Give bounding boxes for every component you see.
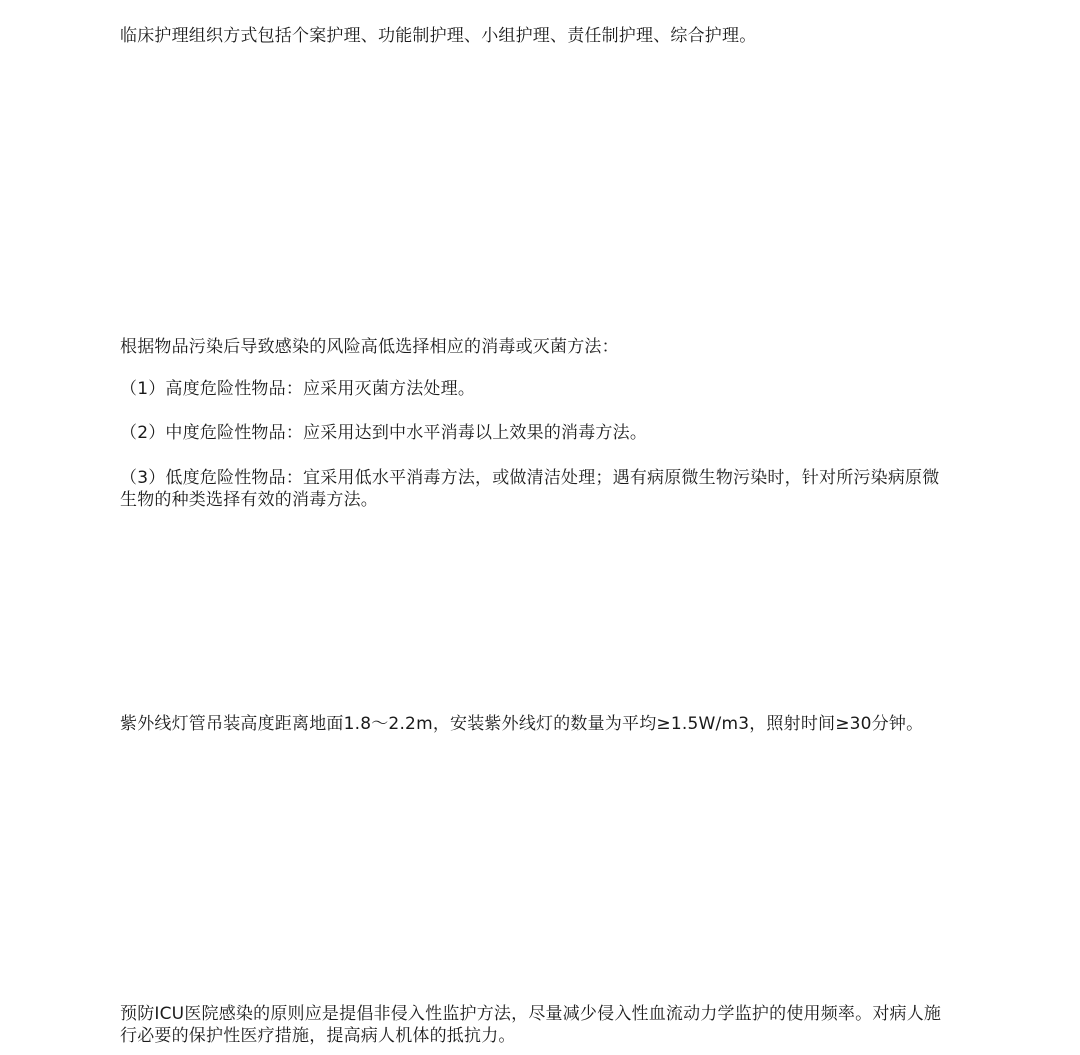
paragraph-high-risk-items: （1）高度危险性物品：应采用灭菌方法处理。 xyxy=(120,379,476,399)
paragraph-disinfection-intro: 根据物品污染后导致感染的风险高低选择相应的消毒或灭菌方法： xyxy=(120,337,619,357)
paragraph-nursing-organization: 临床护理组织方式包括个案护理、功能制护理、小组护理、责任制护理、综合护理。 xyxy=(120,26,757,46)
paragraph-uv-lamp: 紫外线灯管吊装高度距离地面1.8～2.2m，安装紫外线灯的数量为平均≥1.5W/m3，照射时间≥30分钟。 xyxy=(120,714,924,734)
paragraph-low-risk-items: （3）低度危险性物品：宜采用低水平消毒方法，或做清洁处理；遇有病原微生物污染时，针对所污染病原微生物的种类选择有效的消毒方法。 xyxy=(120,468,940,510)
paragraph-icu-infection-prevention: 预防ICU医院感染的原则应是提倡非侵入性监护方法，尽量减少侵入性血流动力学监护的使用频率。对病人施行必要的保护性医疗措施，提高病人机体的抵抗力。 xyxy=(120,1004,942,1046)
paragraph-medium-risk-items: （2）中度危险性物品：应采用达到中水平消毒以上效果的消毒方法。 xyxy=(120,423,648,443)
